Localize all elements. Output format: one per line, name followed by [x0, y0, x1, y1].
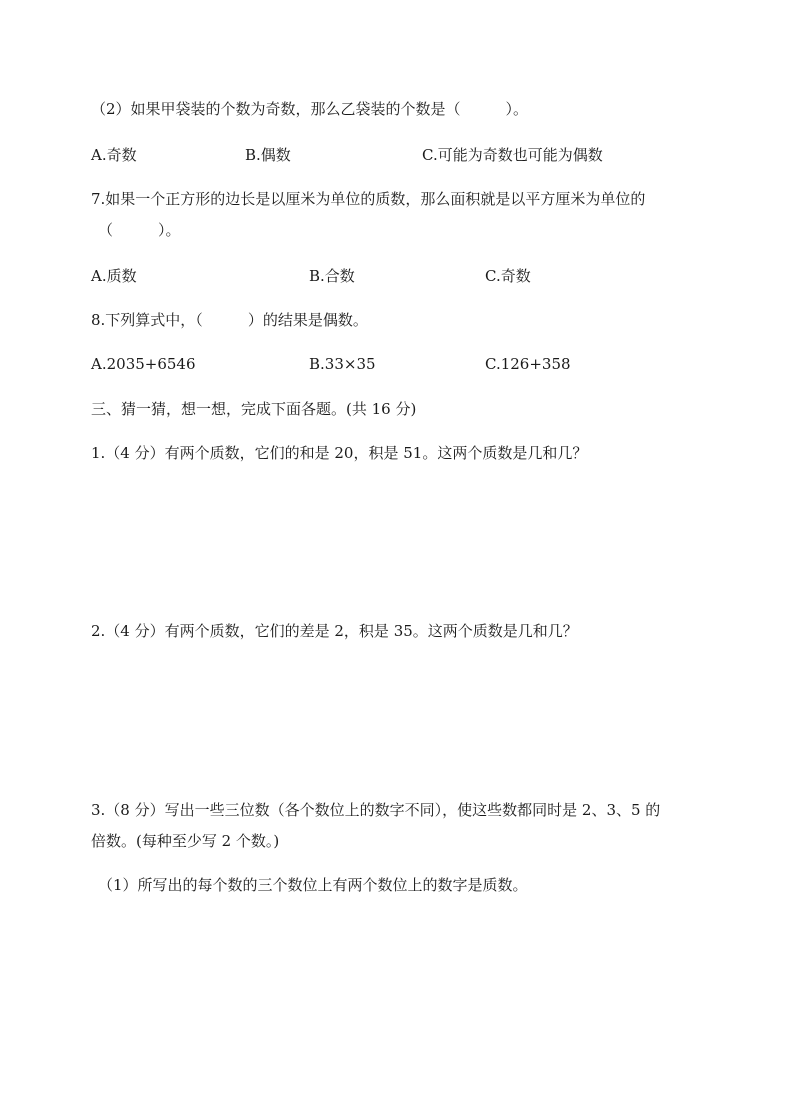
q8-option-a: A.2035+6546 — [91, 355, 196, 373]
q6-option-b: B.偶数 — [245, 146, 291, 164]
q6-option-a: A.奇数 — [91, 146, 137, 164]
q7-text-line2: （ ）。 — [98, 221, 181, 239]
section3-q2: 2.（4 分）有两个质数，它们的差是 2，积是 35。这两个质数是几和几？ — [91, 622, 578, 640]
q7-option-b: B.合数 — [309, 267, 355, 285]
section3-q3-line2: 倍数。(每种至少写 2 个数。) — [91, 832, 280, 850]
q7-option-c: C.奇数 — [485, 267, 531, 285]
q7-option-a: A.质数 — [91, 267, 137, 285]
q8-text: 8.下列算式中，（ ）的结果是偶数。 — [91, 311, 368, 329]
section3-q3-sub1: （1）所写出的每个数的三个数位上有两个数位上的数字是质数。 — [98, 876, 528, 894]
q7-text-line1: 7.如果一个正方形的边长是以厘米为单位的质数，那么面积就是以平方厘米为单位的 — [91, 190, 646, 208]
q8-option-c: C.126+358 — [485, 355, 571, 373]
section3-q1: 1.（4 分）有两个质数，它们的和是 20，积是 51。这两个质数是几和几？ — [91, 444, 588, 462]
section3-heading: 三、猜一猜，想一想，完成下面各题。(共 16 分) — [91, 400, 417, 418]
q8-option-b: B.33×35 — [309, 355, 376, 373]
q6-option-c: C.可能为奇数也可能为偶数 — [422, 146, 603, 164]
section3-q3-line1: 3.（8 分）写出一些三位数（各个数位上的数字不同），使这些数都同时是 2、3、5 的 — [91, 801, 661, 819]
q6-sub2-text: （2）如果甲袋装的个数为奇数，那么乙袋装的个数是（ ）。 — [91, 100, 529, 118]
